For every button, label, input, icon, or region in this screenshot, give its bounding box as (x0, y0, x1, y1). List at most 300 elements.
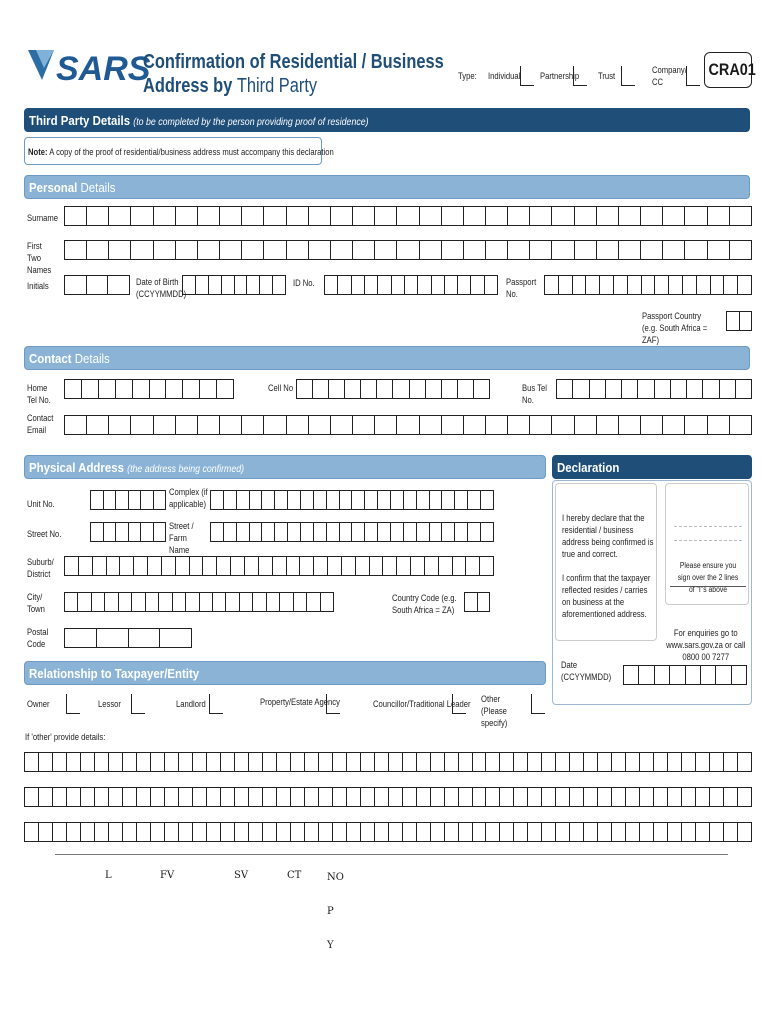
char-cell[interactable] (301, 523, 314, 541)
char-cell[interactable] (116, 523, 129, 541)
char-cell[interactable] (701, 666, 716, 684)
char-cell[interactable] (331, 241, 353, 259)
char-cell[interactable] (383, 557, 397, 575)
char-cell[interactable] (417, 788, 431, 806)
char-cell[interactable] (597, 416, 619, 434)
char-cell[interactable] (309, 416, 331, 434)
char-cell[interactable] (277, 788, 291, 806)
char-cell[interactable] (134, 557, 148, 575)
char-cell[interactable] (420, 241, 442, 259)
char-cell[interactable] (393, 380, 409, 398)
char-cell[interactable] (663, 207, 685, 225)
char-cell[interactable] (39, 753, 53, 771)
char-cell[interactable] (417, 823, 431, 841)
char-cell[interactable] (67, 788, 81, 806)
char-cell[interactable] (738, 276, 751, 294)
char-cell[interactable] (445, 276, 458, 294)
char-cell[interactable] (65, 380, 82, 398)
char-cell[interactable] (107, 557, 121, 575)
char-cell[interactable] (104, 491, 117, 509)
char-cell[interactable] (263, 823, 277, 841)
char-cell[interactable] (154, 207, 176, 225)
char-cell[interactable] (259, 557, 273, 575)
char-cell[interactable] (378, 276, 391, 294)
char-cell[interactable] (95, 753, 109, 771)
char-cell[interactable] (508, 416, 530, 434)
char-cell[interactable] (514, 788, 528, 806)
char-cell[interactable] (411, 557, 425, 575)
char-cell[interactable] (703, 380, 719, 398)
char-cell[interactable] (365, 276, 378, 294)
char-cell[interactable] (333, 753, 347, 771)
char-cell[interactable] (65, 416, 87, 434)
char-cell[interactable] (273, 557, 287, 575)
char-cell[interactable] (81, 753, 95, 771)
char-cell[interactable] (464, 207, 486, 225)
char-cell[interactable] (417, 753, 431, 771)
char-cell[interactable] (736, 380, 751, 398)
char-cell[interactable] (641, 207, 663, 225)
char-cell[interactable] (727, 312, 740, 330)
char-cell[interactable] (179, 823, 193, 841)
char-cell[interactable] (389, 753, 403, 771)
char-cell[interactable] (361, 823, 375, 841)
char-cell[interactable] (242, 241, 264, 259)
char-cell[interactable] (682, 823, 696, 841)
char-cell[interactable] (668, 788, 682, 806)
char-cell[interactable] (176, 557, 190, 575)
char-cell[interactable] (431, 788, 445, 806)
char-cell[interactable] (696, 788, 710, 806)
char-cell[interactable] (353, 416, 375, 434)
char-cell[interactable] (200, 380, 217, 398)
char-cell[interactable] (166, 380, 183, 398)
char-cell[interactable] (468, 491, 481, 509)
char-cell[interactable] (287, 241, 309, 259)
char-cell[interactable] (486, 416, 508, 434)
char-cell[interactable] (668, 753, 682, 771)
char-cell[interactable] (221, 753, 235, 771)
char-cell[interactable] (445, 823, 459, 841)
char-cell[interactable] (458, 380, 474, 398)
char-cell[interactable] (442, 523, 455, 541)
char-cell[interactable] (186, 593, 199, 611)
dob-input[interactable] (182, 275, 286, 295)
char-cell[interactable] (67, 753, 81, 771)
char-cell[interactable] (570, 788, 584, 806)
char-cell[interactable] (697, 276, 711, 294)
char-cell[interactable] (639, 666, 654, 684)
char-cell[interactable] (528, 788, 542, 806)
char-cell[interactable] (730, 416, 751, 434)
char-cell[interactable] (250, 491, 263, 509)
char-cell[interactable] (655, 380, 671, 398)
char-cell[interactable] (190, 557, 204, 575)
char-cell[interactable] (397, 207, 419, 225)
char-cell[interactable] (165, 788, 179, 806)
char-cell[interactable] (420, 416, 442, 434)
char-cell[interactable] (445, 788, 459, 806)
char-cell[interactable] (732, 666, 746, 684)
char-cell[interactable] (81, 788, 95, 806)
char-cell[interactable] (277, 823, 291, 841)
char-cell[interactable] (392, 276, 405, 294)
char-cell[interactable] (397, 241, 419, 259)
char-cell[interactable] (176, 241, 198, 259)
char-cell[interactable] (682, 788, 696, 806)
char-cell[interactable] (624, 666, 639, 684)
char-cell[interactable] (370, 557, 384, 575)
char-cell[interactable] (361, 380, 377, 398)
char-cell[interactable] (685, 207, 707, 225)
char-cell[interactable] (586, 276, 600, 294)
char-cell[interactable] (465, 593, 478, 611)
char-cell[interactable] (211, 523, 224, 541)
char-cell[interactable] (378, 491, 391, 509)
home-tel-input[interactable] (64, 379, 234, 399)
rel-agency-checkbox[interactable] (326, 694, 340, 714)
char-cell[interactable] (65, 207, 87, 225)
char-cell[interactable] (67, 823, 81, 841)
char-cell[interactable] (287, 416, 309, 434)
char-cell[interactable] (655, 276, 669, 294)
char-cell[interactable] (626, 753, 640, 771)
char-cell[interactable] (480, 557, 493, 575)
char-cell[interactable] (654, 788, 668, 806)
char-cell[interactable] (53, 823, 67, 841)
char-cell[interactable] (696, 823, 710, 841)
char-cell[interactable] (207, 823, 221, 841)
char-cell[interactable] (176, 416, 198, 434)
char-cell[interactable] (668, 823, 682, 841)
char-cell[interactable] (120, 557, 134, 575)
char-cell[interactable] (221, 788, 235, 806)
char-cell[interactable] (464, 416, 486, 434)
char-cell[interactable] (418, 276, 431, 294)
char-cell[interactable] (240, 593, 253, 611)
char-cell[interactable] (626, 823, 640, 841)
char-cell[interactable] (137, 753, 151, 771)
char-cell[interactable] (542, 753, 556, 771)
char-cell[interactable] (221, 823, 235, 841)
char-cell[interactable] (198, 416, 220, 434)
char-cell[interactable] (333, 788, 347, 806)
char-cell[interactable] (309, 207, 331, 225)
char-cell[interactable] (249, 788, 263, 806)
char-cell[interactable] (263, 788, 277, 806)
char-cell[interactable] (375, 788, 389, 806)
char-cell[interactable] (78, 593, 91, 611)
char-cell[interactable] (340, 491, 353, 509)
char-cell[interactable] (619, 241, 641, 259)
char-cell[interactable] (231, 557, 245, 575)
char-cell[interactable] (123, 788, 137, 806)
char-cell[interactable] (133, 380, 150, 398)
char-cell[interactable] (245, 557, 259, 575)
char-cell[interactable] (327, 523, 340, 541)
char-cell[interactable] (654, 823, 668, 841)
char-cell[interactable] (514, 753, 528, 771)
char-cell[interactable] (250, 523, 263, 541)
char-cell[interactable] (590, 380, 606, 398)
char-cell[interactable] (597, 241, 619, 259)
char-cell[interactable] (198, 207, 220, 225)
char-cell[interactable] (640, 753, 654, 771)
char-cell[interactable] (486, 753, 500, 771)
char-cell[interactable] (235, 788, 249, 806)
char-cell[interactable] (82, 380, 99, 398)
char-cell[interactable] (291, 788, 305, 806)
char-cell[interactable] (439, 557, 453, 575)
char-cell[interactable] (404, 523, 417, 541)
char-cell[interactable] (552, 241, 574, 259)
char-cell[interactable] (473, 753, 487, 771)
char-cell[interactable] (404, 491, 417, 509)
char-cell[interactable] (641, 241, 663, 259)
char-cell[interactable] (730, 241, 751, 259)
char-cell[interactable] (347, 753, 361, 771)
char-cell[interactable] (619, 416, 641, 434)
rel-owner-checkbox[interactable] (66, 694, 80, 714)
char-cell[interactable] (264, 416, 286, 434)
char-cell[interactable] (708, 207, 730, 225)
char-cell[interactable] (481, 491, 493, 509)
char-cell[interactable] (724, 276, 738, 294)
id-no-input[interactable] (324, 275, 498, 295)
char-cell[interactable] (333, 823, 347, 841)
char-cell[interactable] (291, 753, 305, 771)
char-cell[interactable] (92, 593, 105, 611)
char-cell[interactable] (328, 557, 342, 575)
char-cell[interactable] (217, 380, 233, 398)
char-cell[interactable] (425, 557, 439, 575)
char-cell[interactable] (710, 788, 724, 806)
char-cell[interactable] (287, 207, 309, 225)
char-cell[interactable] (247, 276, 260, 294)
char-cell[interactable] (342, 557, 356, 575)
char-cell[interactable] (162, 557, 176, 575)
char-cell[interactable] (542, 823, 556, 841)
char-cell[interactable] (486, 788, 500, 806)
char-cell[interactable] (305, 823, 319, 841)
char-cell[interactable] (319, 753, 333, 771)
rel-councillor-checkbox[interactable] (452, 694, 466, 714)
char-cell[interactable] (263, 753, 277, 771)
char-cell[interactable] (473, 823, 487, 841)
char-cell[interactable] (552, 207, 574, 225)
char-cell[interactable] (105, 593, 118, 611)
char-cell[interactable] (686, 666, 701, 684)
char-cell[interactable] (655, 666, 670, 684)
char-cell[interactable] (710, 823, 724, 841)
char-cell[interactable] (217, 557, 231, 575)
char-cell[interactable] (305, 788, 319, 806)
char-cell[interactable] (432, 276, 445, 294)
suburb-input[interactable] (64, 556, 494, 576)
char-cell[interactable] (39, 788, 53, 806)
char-cell[interactable] (378, 523, 391, 541)
char-cell[interactable] (557, 380, 573, 398)
other-details-input-1[interactable] (24, 752, 752, 772)
char-cell[interactable] (288, 523, 301, 541)
char-cell[interactable] (442, 207, 464, 225)
char-cell[interactable] (584, 788, 598, 806)
char-cell[interactable] (683, 276, 697, 294)
char-cell[interactable] (474, 380, 489, 398)
char-cell[interactable] (486, 823, 500, 841)
char-cell[interactable] (530, 207, 552, 225)
char-cell[interactable] (39, 823, 53, 841)
char-cell[interactable] (556, 823, 570, 841)
char-cell[interactable] (307, 593, 320, 611)
char-cell[interactable] (464, 241, 486, 259)
char-cell[interactable] (314, 491, 327, 509)
char-cell[interactable] (459, 753, 473, 771)
type-trust-checkbox[interactable] (621, 66, 635, 86)
char-cell[interactable] (365, 491, 378, 509)
char-cell[interactable] (375, 753, 389, 771)
first-names-input[interactable] (64, 240, 752, 260)
char-cell[interactable] (431, 753, 445, 771)
char-cell[interactable] (160, 629, 191, 647)
postal-input[interactable] (64, 628, 192, 648)
char-cell[interactable] (150, 380, 167, 398)
char-cell[interactable] (291, 823, 305, 841)
char-cell[interactable] (200, 593, 213, 611)
char-cell[interactable] (685, 416, 707, 434)
char-cell[interactable] (95, 788, 109, 806)
char-cell[interactable] (273, 276, 285, 294)
char-cell[interactable] (65, 557, 79, 575)
char-cell[interactable] (584, 753, 598, 771)
char-cell[interactable] (25, 753, 39, 771)
char-cell[interactable] (403, 753, 417, 771)
char-cell[interactable] (131, 416, 153, 434)
char-cell[interactable] (598, 753, 612, 771)
char-cell[interactable] (575, 241, 597, 259)
char-cell[interactable] (154, 241, 176, 259)
char-cell[interactable] (468, 523, 481, 541)
city-input[interactable] (64, 592, 334, 612)
char-cell[interactable] (253, 593, 266, 611)
char-cell[interactable] (556, 788, 570, 806)
char-cell[interactable] (598, 823, 612, 841)
char-cell[interactable] (224, 523, 237, 541)
char-cell[interactable] (430, 523, 443, 541)
char-cell[interactable] (584, 823, 598, 841)
char-cell[interactable] (669, 276, 683, 294)
char-cell[interactable] (389, 788, 403, 806)
char-cell[interactable] (331, 207, 353, 225)
char-cell[interactable] (93, 557, 107, 575)
char-cell[interactable] (597, 207, 619, 225)
char-cell[interactable] (220, 241, 242, 259)
char-cell[interactable] (654, 753, 668, 771)
char-cell[interactable] (309, 241, 331, 259)
char-cell[interactable] (53, 788, 67, 806)
char-cell[interactable] (670, 666, 685, 684)
char-cell[interactable] (148, 557, 162, 575)
char-cell[interactable] (249, 753, 263, 771)
char-cell[interactable] (123, 823, 137, 841)
char-cell[interactable] (338, 276, 351, 294)
char-cell[interactable] (129, 491, 142, 509)
char-cell[interactable] (179, 753, 193, 771)
char-cell[interactable] (530, 416, 552, 434)
char-cell[interactable] (183, 380, 200, 398)
char-cell[interactable] (183, 276, 196, 294)
char-cell[interactable] (481, 523, 493, 541)
char-cell[interactable] (720, 380, 736, 398)
char-cell[interactable] (209, 276, 222, 294)
char-cell[interactable] (235, 823, 249, 841)
char-cell[interactable] (730, 207, 751, 225)
char-cell[interactable] (724, 788, 738, 806)
char-cell[interactable] (193, 823, 207, 841)
char-cell[interactable] (347, 823, 361, 841)
char-cell[interactable] (109, 788, 123, 806)
char-cell[interactable] (196, 276, 209, 294)
char-cell[interactable] (389, 823, 403, 841)
char-cell[interactable] (430, 491, 443, 509)
char-cell[interactable] (738, 753, 751, 771)
char-cell[interactable] (141, 523, 154, 541)
char-cell[interactable] (417, 523, 430, 541)
char-cell[interactable] (242, 416, 264, 434)
char-cell[interactable] (685, 241, 707, 259)
char-cell[interactable] (193, 788, 207, 806)
char-cell[interactable] (486, 241, 508, 259)
surname-input[interactable] (64, 206, 752, 226)
char-cell[interactable] (260, 276, 273, 294)
char-cell[interactable] (264, 241, 286, 259)
char-cell[interactable] (528, 753, 542, 771)
char-cell[interactable] (352, 276, 365, 294)
country-code-input[interactable] (464, 592, 490, 612)
char-cell[interactable] (445, 753, 459, 771)
type-company-checkbox[interactable] (686, 66, 700, 86)
declaration-date-input[interactable] (623, 665, 747, 685)
char-cell[interactable] (151, 823, 165, 841)
char-cell[interactable] (724, 823, 738, 841)
char-cell[interactable] (575, 207, 597, 225)
char-cell[interactable] (619, 207, 641, 225)
char-cell[interactable] (628, 276, 642, 294)
char-cell[interactable] (287, 557, 301, 575)
char-cell[interactable] (288, 491, 301, 509)
char-cell[interactable] (65, 241, 87, 259)
char-cell[interactable] (459, 788, 473, 806)
char-cell[interactable] (570, 823, 584, 841)
char-cell[interactable] (65, 593, 78, 611)
char-cell[interactable] (356, 557, 370, 575)
char-cell[interactable] (267, 593, 280, 611)
initials-input[interactable] (64, 275, 130, 295)
char-cell[interactable] (25, 788, 39, 806)
char-cell[interactable] (397, 557, 411, 575)
char-cell[interactable] (235, 276, 248, 294)
char-cell[interactable] (738, 823, 751, 841)
char-cell[interactable] (137, 823, 151, 841)
char-cell[interactable] (682, 753, 696, 771)
char-cell[interactable] (91, 491, 104, 509)
char-cell[interactable] (109, 416, 131, 434)
char-cell[interactable] (314, 557, 328, 575)
char-cell[interactable] (108, 276, 129, 294)
complex-input[interactable] (210, 490, 494, 510)
bus-tel-input[interactable] (556, 379, 752, 399)
signature-box[interactable]: Please ensure you sign over the 2 lines of "I"s above (665, 483, 749, 605)
